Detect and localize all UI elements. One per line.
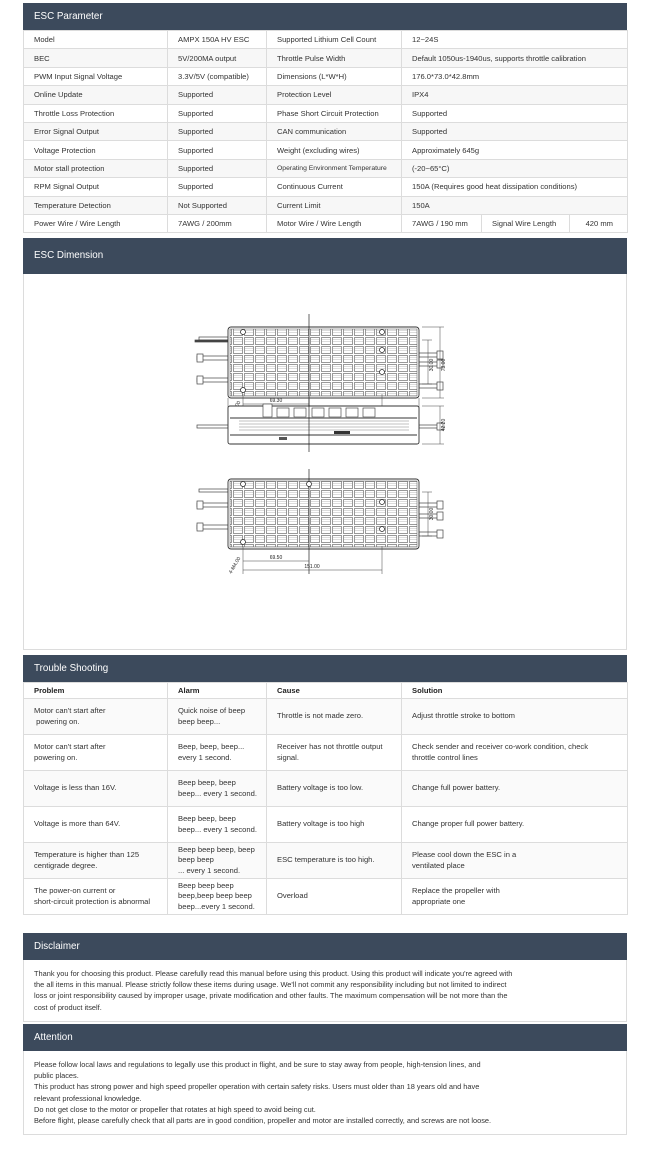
side-view bbox=[197, 399, 447, 452]
param-row bbox=[24, 178, 628, 196]
trouble-cell-cause bbox=[267, 843, 402, 879]
param-row bbox=[24, 49, 628, 67]
param-cell: Supported bbox=[168, 159, 267, 177]
trouble-cell-cause bbox=[267, 807, 402, 843]
param-cell: Motor stall protection bbox=[24, 159, 168, 177]
param-cell: Supported Lithium Cell Count bbox=[267, 31, 402, 49]
attention-line: relevant professional knowledge. bbox=[34, 1093, 142, 1103]
trouble-line: ventilated place bbox=[412, 860, 465, 870]
param-cell: Dimensions (L*W*H) bbox=[267, 67, 402, 85]
trouble-shooting-section bbox=[23, 655, 627, 915]
disclaimer-line: loss or joint responsibility caused by improper usage, private modification and other faults. The maximum compensation will be not more than the bbox=[34, 991, 508, 1001]
trouble-line: Voltage is more than 64V. bbox=[34, 819, 121, 829]
attention-text bbox=[23, 1051, 627, 1135]
param-cell: Model bbox=[24, 31, 168, 49]
param-row bbox=[24, 141, 628, 159]
trouble-line: beep...every 1 second. bbox=[178, 901, 255, 911]
trouble-line: beep,beep beep beep bbox=[178, 891, 252, 901]
trouble-row bbox=[24, 879, 628, 915]
trouble-line: Overload bbox=[277, 891, 308, 901]
param-cell: Weight (excluding wires) bbox=[267, 141, 402, 159]
trouble-line: Receiver has not throttle output bbox=[277, 742, 383, 752]
param-cell: 7AWG / 200mm bbox=[168, 214, 267, 232]
trouble-cell-solution bbox=[402, 771, 628, 807]
trouble-shooting-header: Trouble Shooting bbox=[23, 655, 627, 682]
trouble-line: appropriate one bbox=[412, 896, 466, 906]
trouble-header-cell: Problem bbox=[24, 683, 168, 699]
disclaimer-line: the all items in this manual. Please strictly follow these items during usage. We'll not commit any responsibility including but not limited to indirect bbox=[34, 980, 507, 990]
param-cell: Supported bbox=[402, 104, 628, 122]
param-cell: CAN communication bbox=[267, 122, 402, 140]
param-row bbox=[24, 86, 628, 104]
param-cell: Signal Wire Length bbox=[482, 214, 570, 232]
param-cell: 7AWG / 190 mm bbox=[402, 214, 482, 232]
trouble-line: beep... every 1 second. bbox=[178, 824, 257, 834]
attention-header: Attention bbox=[23, 1024, 627, 1051]
trouble-cell-solution bbox=[402, 879, 628, 915]
trouble-line: ESC temperature is too high. bbox=[277, 855, 375, 865]
trouble-line: Battery voltage is too high bbox=[277, 819, 365, 829]
param-cell: Voltage Protection bbox=[24, 141, 168, 159]
param-cell: 150A (Requires good heat dissipation conditions) bbox=[402, 178, 628, 196]
trouble-line: Quick noise of beep bbox=[178, 706, 246, 716]
esc-dimension-section bbox=[23, 238, 627, 650]
trouble-line: beep beep... bbox=[178, 716, 221, 726]
param-cell: Protection Level bbox=[267, 86, 402, 104]
trouble-line: centigrade degree. bbox=[34, 860, 98, 870]
param-cell: Motor Wire / Wire Length bbox=[267, 214, 402, 232]
param-cell: 176.0*73.0*42.8mm bbox=[402, 67, 628, 85]
param-cell: Current Limit bbox=[267, 196, 402, 214]
trouble-cell-alarm bbox=[168, 879, 267, 915]
trouble-line: Motor can't start after bbox=[34, 706, 106, 716]
trouble-line: short-circuit protection is abnormal bbox=[34, 896, 151, 906]
param-cell: AMPX 150A HV ESC bbox=[168, 31, 267, 49]
trouble-cell-alarm bbox=[168, 807, 267, 843]
bottom-view bbox=[197, 469, 443, 575]
esc-dimension-header: ESC Dimension bbox=[23, 238, 627, 274]
trouble-line: Throttle is not made zero. bbox=[277, 711, 364, 721]
param-row bbox=[24, 31, 628, 49]
trouble-line: beep... every 1 second. bbox=[178, 788, 257, 798]
trouble-cell-alarm bbox=[168, 699, 267, 735]
param-cell: BEC bbox=[24, 49, 168, 67]
esc-dimension-drawing-area bbox=[23, 274, 627, 650]
param-cell: Supported bbox=[168, 141, 267, 159]
trouble-line: Please cool down the ESC in a bbox=[412, 850, 517, 860]
param-cell: Power Wire / Wire Length bbox=[24, 214, 168, 232]
param-cell: 150A bbox=[402, 196, 628, 214]
trouble-cell-alarm bbox=[168, 843, 267, 879]
param-cell: Operating Environment Temperature bbox=[267, 159, 402, 177]
param-cell: Throttle Pulse Width bbox=[267, 49, 402, 67]
trouble-line: Beep beep beep, beep bbox=[178, 844, 255, 854]
dim-bottom-151: 151.00 bbox=[304, 564, 320, 570]
trouble-line: The power-on current or bbox=[34, 886, 116, 896]
param-cell: Phase Short Circuit Protection bbox=[267, 104, 402, 122]
disclaimer-text bbox=[23, 960, 627, 1022]
trouble-line: Motor can't start after bbox=[34, 742, 106, 752]
trouble-line: Adjust throttle stroke to bottom bbox=[412, 711, 515, 721]
dim-side-42: 42.20 bbox=[441, 418, 447, 432]
trouble-row bbox=[24, 843, 628, 879]
trouble-line: signal. bbox=[277, 752, 299, 762]
dim-top-30: 30.00 bbox=[429, 358, 435, 372]
param-row bbox=[24, 196, 628, 214]
attention-line: Before flight, please carefully check that all parts are in good condition, propeller and motor are installed correctly, and screws are not loose. bbox=[34, 1116, 492, 1126]
trouble-cell-solution bbox=[402, 807, 628, 843]
trouble-cell-problem bbox=[24, 879, 168, 915]
param-cell: 420 mm bbox=[570, 214, 628, 232]
trouble-cell-solution bbox=[402, 843, 628, 879]
trouble-row bbox=[24, 699, 628, 735]
trouble-line: Check sender and receiver co-work condition, check bbox=[412, 742, 589, 752]
dim-top-73: 73.00 bbox=[441, 358, 447, 372]
trouble-cell-cause bbox=[267, 735, 402, 771]
dim-bottom-hole: 4-M4.00 bbox=[227, 556, 243, 575]
trouble-line: Beep beep, beep bbox=[178, 778, 236, 788]
trouble-line: beep beep bbox=[178, 855, 214, 865]
param-cell: 5V/200MA output bbox=[168, 49, 267, 67]
trouble-line: Replace the propeller with bbox=[412, 886, 500, 896]
esc-parameter-table bbox=[23, 30, 628, 233]
param-row bbox=[24, 104, 628, 122]
dim-bottom-30: 30.00 bbox=[429, 507, 435, 521]
trouble-cell-problem bbox=[24, 735, 168, 771]
attention-line: Please follow local laws and regulations to legally use this product in flight, and be sure to stay away from people, high-tension lines, and bbox=[34, 1060, 481, 1069]
disclaimer-header: Disclaimer bbox=[23, 933, 627, 960]
trouble-cell-solution bbox=[402, 699, 628, 735]
trouble-line: ... every 1 second. bbox=[178, 865, 241, 875]
param-row-wire bbox=[24, 214, 628, 232]
param-cell: Throttle Loss Protection bbox=[24, 104, 168, 122]
trouble-line: Voltage is less than 16V. bbox=[34, 783, 117, 793]
trouble-row bbox=[24, 807, 628, 843]
trouble-cell-problem bbox=[24, 699, 168, 735]
trouble-row bbox=[24, 771, 628, 807]
param-cell: Supported bbox=[168, 178, 267, 196]
attention-line: public places. bbox=[34, 1071, 79, 1081]
param-cell: Error Signal Output bbox=[24, 122, 168, 140]
trouble-header-cell: Cause bbox=[267, 683, 402, 699]
disclaimer-line: cost of product itself. bbox=[34, 1002, 102, 1012]
param-cell: Supported bbox=[168, 104, 267, 122]
dim-bottom-69-5: 69.50 bbox=[269, 555, 283, 561]
param-cell: Temperature Detection bbox=[24, 196, 168, 214]
param-cell: Approximately 645g bbox=[402, 141, 628, 159]
trouble-cell-solution bbox=[402, 735, 628, 771]
trouble-cell-cause bbox=[267, 699, 402, 735]
param-row bbox=[24, 122, 628, 140]
trouble-header-cell: Solution bbox=[402, 683, 628, 699]
param-cell: Not Supported bbox=[168, 196, 267, 214]
trouble-line: powering on. bbox=[34, 752, 78, 762]
param-cell: (-20~65°C) bbox=[402, 159, 628, 177]
trouble-line: Beep beep beep bbox=[178, 880, 234, 890]
attention-line: This product has strong power and high speed propeller operation with certain safety risks. Users must older than 18 years old and have bbox=[34, 1082, 480, 1092]
esc-parameter-header: ESC Parameter bbox=[23, 3, 627, 30]
param-cell: Supported bbox=[168, 86, 267, 104]
param-cell: Continuous Current bbox=[267, 178, 402, 196]
param-cell: RPM Signal Output bbox=[24, 178, 168, 196]
param-row bbox=[24, 67, 628, 85]
esc-dimension-drawing bbox=[24, 274, 626, 650]
param-cell: 12~24S bbox=[402, 31, 628, 49]
trouble-line: Battery voltage is too low. bbox=[277, 783, 364, 793]
trouble-line: Change proper full power battery. bbox=[412, 819, 525, 829]
trouble-cell-problem bbox=[24, 807, 168, 843]
trouble-cell-alarm bbox=[168, 771, 267, 807]
param-row bbox=[24, 159, 628, 177]
trouble-line: Change full power battery. bbox=[412, 783, 501, 793]
disclaimer-section bbox=[23, 933, 627, 1022]
disclaimer-line: Thank you for choosing this product. Please carefully read this manual before using this product. Using this product will indicate you're agreed with bbox=[34, 969, 513, 978]
param-cell: Supported bbox=[402, 122, 628, 140]
trouble-line: Temperature is higher than 125 bbox=[34, 850, 140, 860]
param-cell: Online Update bbox=[24, 86, 168, 104]
trouble-line: Beep, beep, beep... bbox=[178, 742, 245, 752]
param-cell: 3.3V/5V (compatible) bbox=[168, 67, 267, 85]
trouble-shooting-table bbox=[23, 682, 628, 915]
dim-top-69-3: 69.30 bbox=[269, 398, 283, 404]
trouble-cell-alarm bbox=[168, 735, 267, 771]
trouble-cell-problem bbox=[24, 843, 168, 879]
trouble-line: Beep beep, beep bbox=[178, 814, 236, 824]
trouble-line: powering on. bbox=[34, 716, 80, 726]
esc-parameter-section bbox=[23, 3, 627, 233]
trouble-cell-cause bbox=[267, 771, 402, 807]
trouble-row bbox=[24, 735, 628, 771]
trouble-cell-problem bbox=[24, 771, 168, 807]
param-cell: Default 1050us-1940us, supports throttle calibration bbox=[402, 49, 628, 67]
param-cell: Supported bbox=[168, 122, 267, 140]
trouble-cell-cause bbox=[267, 879, 402, 915]
trouble-line: every 1 second. bbox=[178, 752, 232, 762]
param-cell: PWM Input Signal Voltage bbox=[24, 67, 168, 85]
trouble-line: throttle control lines bbox=[412, 752, 478, 762]
attention-line: Do not get close to the motor or propeller that rotates at high speed to avoid being cut. bbox=[34, 1104, 316, 1114]
param-cell: IPX4 bbox=[402, 86, 628, 104]
trouble-header-cell: Alarm bbox=[168, 683, 267, 699]
attention-section bbox=[23, 1024, 627, 1135]
